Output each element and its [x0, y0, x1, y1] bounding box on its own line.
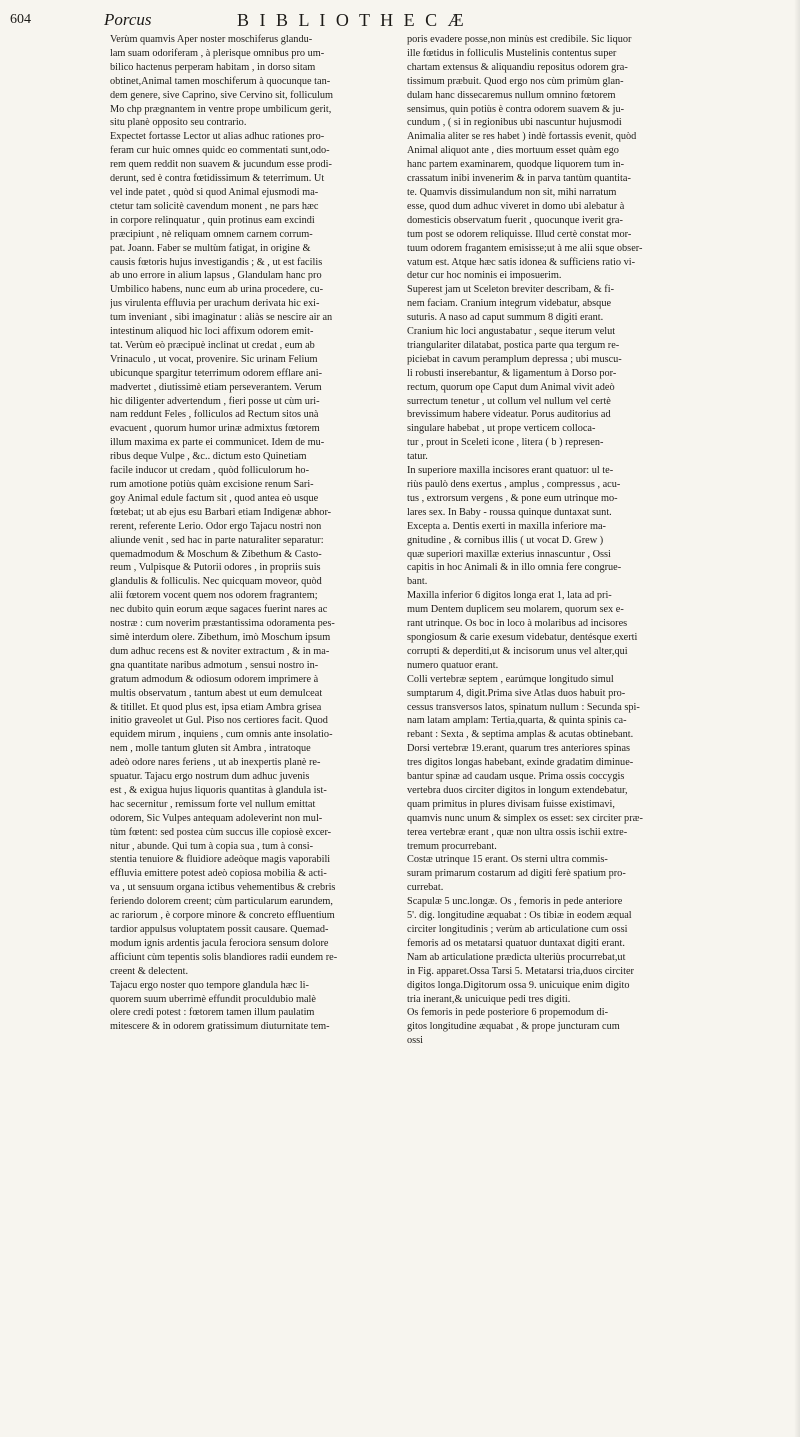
text-line: In superiore maxilla incisores erant quatuor: ul te- — [407, 465, 614, 477]
text-line: sensimus, quin potiùs è contra odorem suavem & ju- — [407, 103, 625, 115]
text-line: quæ superiori maxillæ exterius innascuntur , Ossi — [407, 548, 611, 560]
text-line: mum Dentem duplicem seu molarem, quorum sex e- — [407, 604, 624, 616]
text-line: nem , molle tantum gluten sit Ambra , intratoque — [110, 743, 311, 755]
text-line: tus , extrorsum vergens , & pone eum utrinque mo- — [407, 492, 618, 504]
text-line: evacuent , quorum humor urinæ admixtus fœtorem — [110, 423, 320, 435]
text-line: ossi — [407, 1035, 424, 1047]
text-line: obtinet,Animal tamen moschiferum à quocunque tan- — [110, 75, 331, 87]
text-line: surrectum tenetur , ut collum vel nullum vel certè — [407, 395, 611, 407]
text-line: vatum est. Atque hæc satis idonea & sufficiens ratio vi- — [407, 256, 636, 268]
running-head-word: Porcus — [104, 10, 152, 29]
left-text-column — [110, 33, 393, 1034]
running-head-title: B I B L I O T H E C Æ — [237, 10, 467, 30]
text-line: nec dubito quin eorum æque sagaces fuerint nares ac — [110, 604, 328, 616]
text-line: Nam ab articulatione prædicta ulteriùs procurrebat,ut — [407, 951, 626, 963]
text-line: femoris ad os metatarsi quatuor duntaxat digiti erant. — [407, 937, 625, 949]
text-line: madvertet , diutissimè etiam perseverantem. Verum — [110, 381, 322, 393]
text-line: cundum , ( si in regionibus ubi nascuntur hujusmodi — [407, 117, 622, 129]
text-line: piciebat in cavum peramplum depressa ; ubi muscu- — [407, 353, 622, 365]
text-line: goy Animal edule factum sit , quod antea eò usque — [110, 492, 319, 504]
text-line: tuum odorem fragantem emisisse;ut à me alii sque obser- — [407, 242, 643, 254]
text-line: mitescere & in odorem gratissimum diuturnitate tem- — [110, 1021, 330, 1033]
text-line: jus virulenta effluvia per urachum derivata hic exi- — [110, 298, 320, 310]
text-line: Superest jam ut Sceleton breviter describam, & fi- — [407, 284, 615, 296]
page-number: 604 — [10, 12, 31, 27]
text-line: ille fœtidus in folliculis Mustelinis contentus super — [407, 47, 617, 59]
text-line: tres digitos longas habebant, exinde gradatim diminue- — [407, 757, 634, 769]
text-line: odorem, Sic Vulpes antequam adoleverint non mul- — [110, 812, 323, 824]
text-line: circiter longitudinis ; verùm ab articulatione cum ossi — [407, 924, 628, 935]
text-line: suturis. A naso ad caput summum 8 digiti erant. — [407, 312, 604, 324]
running-header — [8, 10, 792, 34]
text-line: dulam hanc dissecaremus nullum omnino fœtorem — [407, 89, 616, 101]
text-line: bant. — [407, 576, 428, 588]
text-line: Expectet fortasse Lector ut alias adhuc rationes pro- — [110, 131, 325, 143]
text-line: nam reddunt Feles , folliculos ad Rectum sitos unà — [110, 409, 319, 421]
text-line: hìc diligenter advertendum , fieri posse ut cùm uri- — [110, 395, 320, 407]
text-line: feriendo dolorem creent; cùm particularum earundem, — [110, 896, 334, 908]
text-line: sumptarum 4, digit.Prima sive Atlas duos habuit pro- — [407, 687, 626, 699]
text-line: crassatum inibi invenerim & in parva tantùm quantita- — [407, 173, 631, 185]
text-line: nitur , abunde. Qui tum à copia sua , tum à consi- — [110, 840, 314, 852]
text-line: tat. Verùm eò præcipuè inclinat ut credat , eum ab — [110, 339, 315, 351]
text-line: creent & delectent. — [110, 965, 189, 977]
text-line: li robusti inserebantur, & ligamentum à Dorso por- — [407, 367, 617, 379]
text-line: terea vertebræ erant , quæ non ultra ossis ischii extre- — [407, 826, 628, 838]
text-line: initio graveolet ut Gul. Piso nos certiores facit. Quod — [110, 715, 328, 727]
text-line: chartam extensus & aliquandiu repositus odorem gra- — [407, 61, 628, 73]
text-line: tissimum præbuit. Quod ergo nos cùm primùm glan- — [407, 75, 624, 87]
text-line: adeò odore nares feriens , ut ab inexpertis planè re- — [110, 757, 321, 769]
text-line: va , ut sensuum organa ictibus vehementibus & crebris — [110, 882, 336, 894]
text-line: quorem suum uberrimè effundit proculdubio malè — [110, 993, 316, 1005]
text-line: domesticis observatum fuerit , quocunque iverit gra- — [407, 214, 623, 226]
text-line: detur cur hoc nominis ei imposuerim. — [407, 270, 562, 282]
text-line: rerent, referente Lerio. Odor ergo Tajacu nostri non — [110, 520, 322, 532]
text-line: nostræ : cum noverim præstantissima odoramenta pes- — [110, 618, 335, 630]
text-line: tremum procurrebant. — [407, 840, 497, 852]
text-line: rant utrinque. Os boc in loco à molaribus ad incisores — [407, 618, 628, 630]
text-line: esse, quod dum adhuc viveret in domo ubi alebatur à — [407, 200, 625, 212]
text-line: capitis in hoc Animali & in illo omnia fere congrue- — [407, 562, 622, 574]
text-line: ctetur tam solicitè cavendum monent , ne pars hæc — [110, 200, 319, 212]
text-line: quamvis nunc unum & simplex os esset: sex circiter præ- — [407, 812, 643, 824]
text-line: olere credi potest : fœtorem tamen illum paulatim — [110, 1007, 315, 1019]
text-line: Maxilla inferior 6 digitos longa erat 1, lata ad pri- — [407, 590, 612, 602]
text-line: lam suam odoriferam , à plerisque omnibus pro um- — [110, 47, 325, 59]
text-line: gitos longitudine æquabat , & prope juncturam cum — [407, 1021, 620, 1033]
text-line: derunt, sed è contra fœtidissimum & teterrimum. Ut — [110, 173, 325, 185]
text-line: dem genere, sive Caprino, sive Cervino sit, folliculum — [110, 89, 334, 101]
text-line: aliunde venit , sed hac in parte naturaliter separatur: — [110, 534, 324, 546]
text-line: vertebra duos circiter digitos in longum extendebatur, — [407, 784, 628, 796]
text-line: tardior appulsus voluptatem possit causare. Quemad- — [110, 924, 329, 935]
text-line: Animal aliquot ante , dies mortuum esset quàm ego — [407, 145, 619, 157]
text-line: modum ignis ardentis jacula ferociora sensum dolore — [110, 937, 329, 949]
text-line: situ planè opposito seu contrario. — [110, 117, 247, 129]
text-line: quam primitus in plures divisam fuisse existimavi, — [407, 798, 615, 810]
text-line: hanc partem examinarem, quodque liquorem tum in- — [407, 159, 625, 171]
text-line: nam latam amplam: Tertia,quarta, & quinta spinis ca- — [407, 715, 627, 727]
text-line: 5'. dig. longitudine æquabat : Os tibiæ in eodem æqual — [407, 910, 632, 922]
text-line: singulare habebat , ut prope verticem colloca- — [407, 423, 596, 435]
text-line: Cranium hìc loci angustabatur , seque iterum velut — [407, 326, 616, 338]
text-line: ubicunque spargitur teterrimum odorem efflare ani- — [110, 367, 323, 379]
text-line: lares sex. In Baby - roussa quinque duntaxat sunt. — [407, 506, 612, 518]
text-line: hac secernitur , remissum forte vel nullum emittat — [110, 798, 316, 810]
text-line: præcipiunt , nè reliquam omnem carnem corrum- — [110, 228, 313, 240]
text-line: facile inducor ut credam , quòd folliculorum ho- — [110, 465, 310, 477]
right-text-column — [407, 33, 792, 1048]
text-line: causis fœtoris hujus investigandis ; & , ut est facilis — [110, 256, 323, 268]
text-line: Os femoris in pede posteriore 6 propemodum di- — [407, 1007, 609, 1019]
text-line: rectum, quorum ope Caput dum Animal vivit adeò — [407, 381, 615, 393]
text-line: tatur. — [407, 451, 428, 463]
text-line: riùs paulò dens exertus , amplus , compressus , acu- — [407, 479, 621, 490]
text-line: simè interdum olere. Zibethum, imò Moschum ipsum — [110, 631, 331, 643]
text-line: illum maxima ex parte ei communicet. Idem de mu- — [110, 437, 325, 449]
text-line: tum inveniant , sibi imaginatur : aliàs se nescire air an — [110, 312, 333, 324]
text-line: Costæ utrinque 15 erant. Os sterni ultra commis- — [407, 854, 608, 866]
text-line: Mo chp prægnantem in ventre prope umbilicum gerit, — [110, 103, 332, 115]
text-line: poris evadere posse,non minùs est credibile. Sic liquor — [407, 34, 632, 45]
text-line: tum post se odorem reliquisse. Illud certè constat mor- — [407, 228, 632, 240]
text-line: Animalia aliter se res habet ) indè fortassis evenit, quòd — [407, 131, 637, 143]
text-line: Verùm quamvis Aper noster moschiferus glandu- — [110, 34, 313, 45]
text-line: equidem mirum , inquiens , cum omnis ante insolatio- — [110, 729, 333, 741]
text-line: dum adhuc recens est & noviter extractum , & in ma- — [110, 645, 330, 657]
text-line: Umbilico habens, nunc eum ab urina procedere, cu- — [110, 284, 324, 296]
text-line: fœtebat; ut ab ejus esu Barbari etiam Indigenæ abhor- — [110, 506, 332, 518]
text-line: Dorsi vertebræ 19.erant, quarum tres anteriores spinas — [407, 743, 631, 755]
text-line: gratum admodum & odiosum odorem imprimere à — [110, 673, 319, 685]
text-line: vel inde patet , quòd si quod Animal ejusmodi ma- — [110, 186, 319, 198]
text-line: glandulis & folliculis. Nec quicquam moveor, quòd — [110, 576, 322, 588]
text-line: corrupti & deperditi,ut & incisorum unus vel alter,qui — [407, 645, 628, 657]
text-line: Scapulæ 5 unc.longæ. Os , femoris in pede anteriore — [407, 896, 623, 908]
text-line: currebat. — [407, 882, 444, 894]
text-line: in Fig. apparet.Ossa Tarsi 5. Metatarsi tria,duos circiter — [407, 965, 634, 977]
text-line: Vrinaculo , ut vocat, provenire. Sic urinam Felium — [110, 353, 318, 365]
text-line: ac rariorum , è corpore minore & concreto effluentium — [110, 910, 335, 922]
text-line: alii fœtorem vocent quem nos odorem fragrantem; — [110, 590, 318, 602]
text-line: bantur spinæ ad caudam usque. Prima ossis coccygis — [407, 771, 625, 783]
text-line: gnitudine , & cornibus illis ( ut vocat D. Grew ) — [407, 534, 604, 546]
text-line: nem faciam. Cranium integrum videbatur, absque — [407, 298, 612, 310]
text-line: te. Quamvis dissimulandum non sit, mihi narratum — [407, 186, 617, 198]
text-line: tria inerant,& unicuique pedi tres digiti. — [407, 993, 571, 1005]
text-line: Excepta a. Dentis exerti in maxilla inferiore ma- — [407, 520, 606, 532]
text-line: rum amotione potiùs quàm excisione renum Sari- — [110, 479, 314, 490]
page-gutter-shadow — [794, 0, 800, 1437]
text-line: brevissimum habere videatur. Porus auditorius ad — [407, 409, 611, 421]
text-line: ribus deque Vulpe , &c.. dictum esto Quinetiam — [110, 451, 307, 463]
text-line: multis observatum , tantum abest ut eum demulceat — [110, 687, 323, 699]
text-line: ab uno errore in alium lapsus , Glandulam hanc pro — [110, 270, 322, 282]
text-line: bilico hactenus perperam habitam , in dorso sitam — [110, 61, 316, 73]
text-line: gna quantitate naribus admotum , sensui nostro in- — [110, 659, 319, 671]
text-line: rem quem reddit non suavem & jucundum esse prodi- — [110, 159, 332, 171]
text-line: Tajacu ergo noster quo tempore glandula hæc li- — [110, 979, 309, 991]
text-line: in corpore relinquatur , quin protinus eam excindi — [110, 214, 315, 226]
text-line: numero quatuor erant. — [407, 659, 499, 671]
text-line: tùm fœtent: sed postea cùm succus ille copiosè excer- — [110, 826, 332, 838]
text-line: afficiunt cùm tepentis solis blandiores radii eundem re- — [110, 951, 338, 963]
text-line: est , & exigua hujus liquoris quantitas à glandula ist- — [110, 784, 327, 796]
text-line: tur , prout in Sceleti icone , litera ( b ) represen- — [407, 437, 604, 449]
text-line: rebant : Sexta , & septima amplas & acutas obtinebant. — [407, 729, 634, 741]
text-line: triangulariter dilatabat, postica parte qua tergum re- — [407, 339, 620, 351]
text-line: Colli vertebræ septem , earúmque longitudo simul — [407, 673, 614, 685]
text-line: & titillet. Et quod plus est, ipsa etiam Ambra grisea — [110, 701, 322, 713]
text-line: pat. Joann. Faber se multùm fatigat, in origine & — [110, 242, 311, 254]
text-line: reum , Vulpisque & Putorii odores , in propriis suis — [110, 562, 321, 574]
text-line: spongiosum & carie exesum videbatur, dentésque exerti — [407, 631, 638, 643]
text-line: stentia tenuiore & fluidiore adeòque magis vaporabili — [110, 854, 331, 866]
text-line: quemadmodum & Moschum & Zibethum & Casto- — [110, 548, 322, 560]
text-line: feram cur huic omnes quidc eo commentati sunt,odo- — [110, 145, 330, 157]
text-line: suram primarum costarum ad digiti ferè spatium pro- — [407, 868, 626, 880]
text-line: intestinum aliquod hic loci affixum odorem emit- — [110, 326, 314, 338]
text-line: digitos longa.Digitorum ossa 9. unicuique enim digito — [407, 979, 630, 991]
text-line: spuatur. Tajacu ergo nostrum dum adhuc juvenis — [110, 771, 310, 783]
text-line: cessus transversos latos, spinatum nullum : Secunda spi- — [407, 701, 640, 713]
text-line: effluvia emittere potest adeò copiosa mobilia & acti- — [110, 868, 327, 880]
